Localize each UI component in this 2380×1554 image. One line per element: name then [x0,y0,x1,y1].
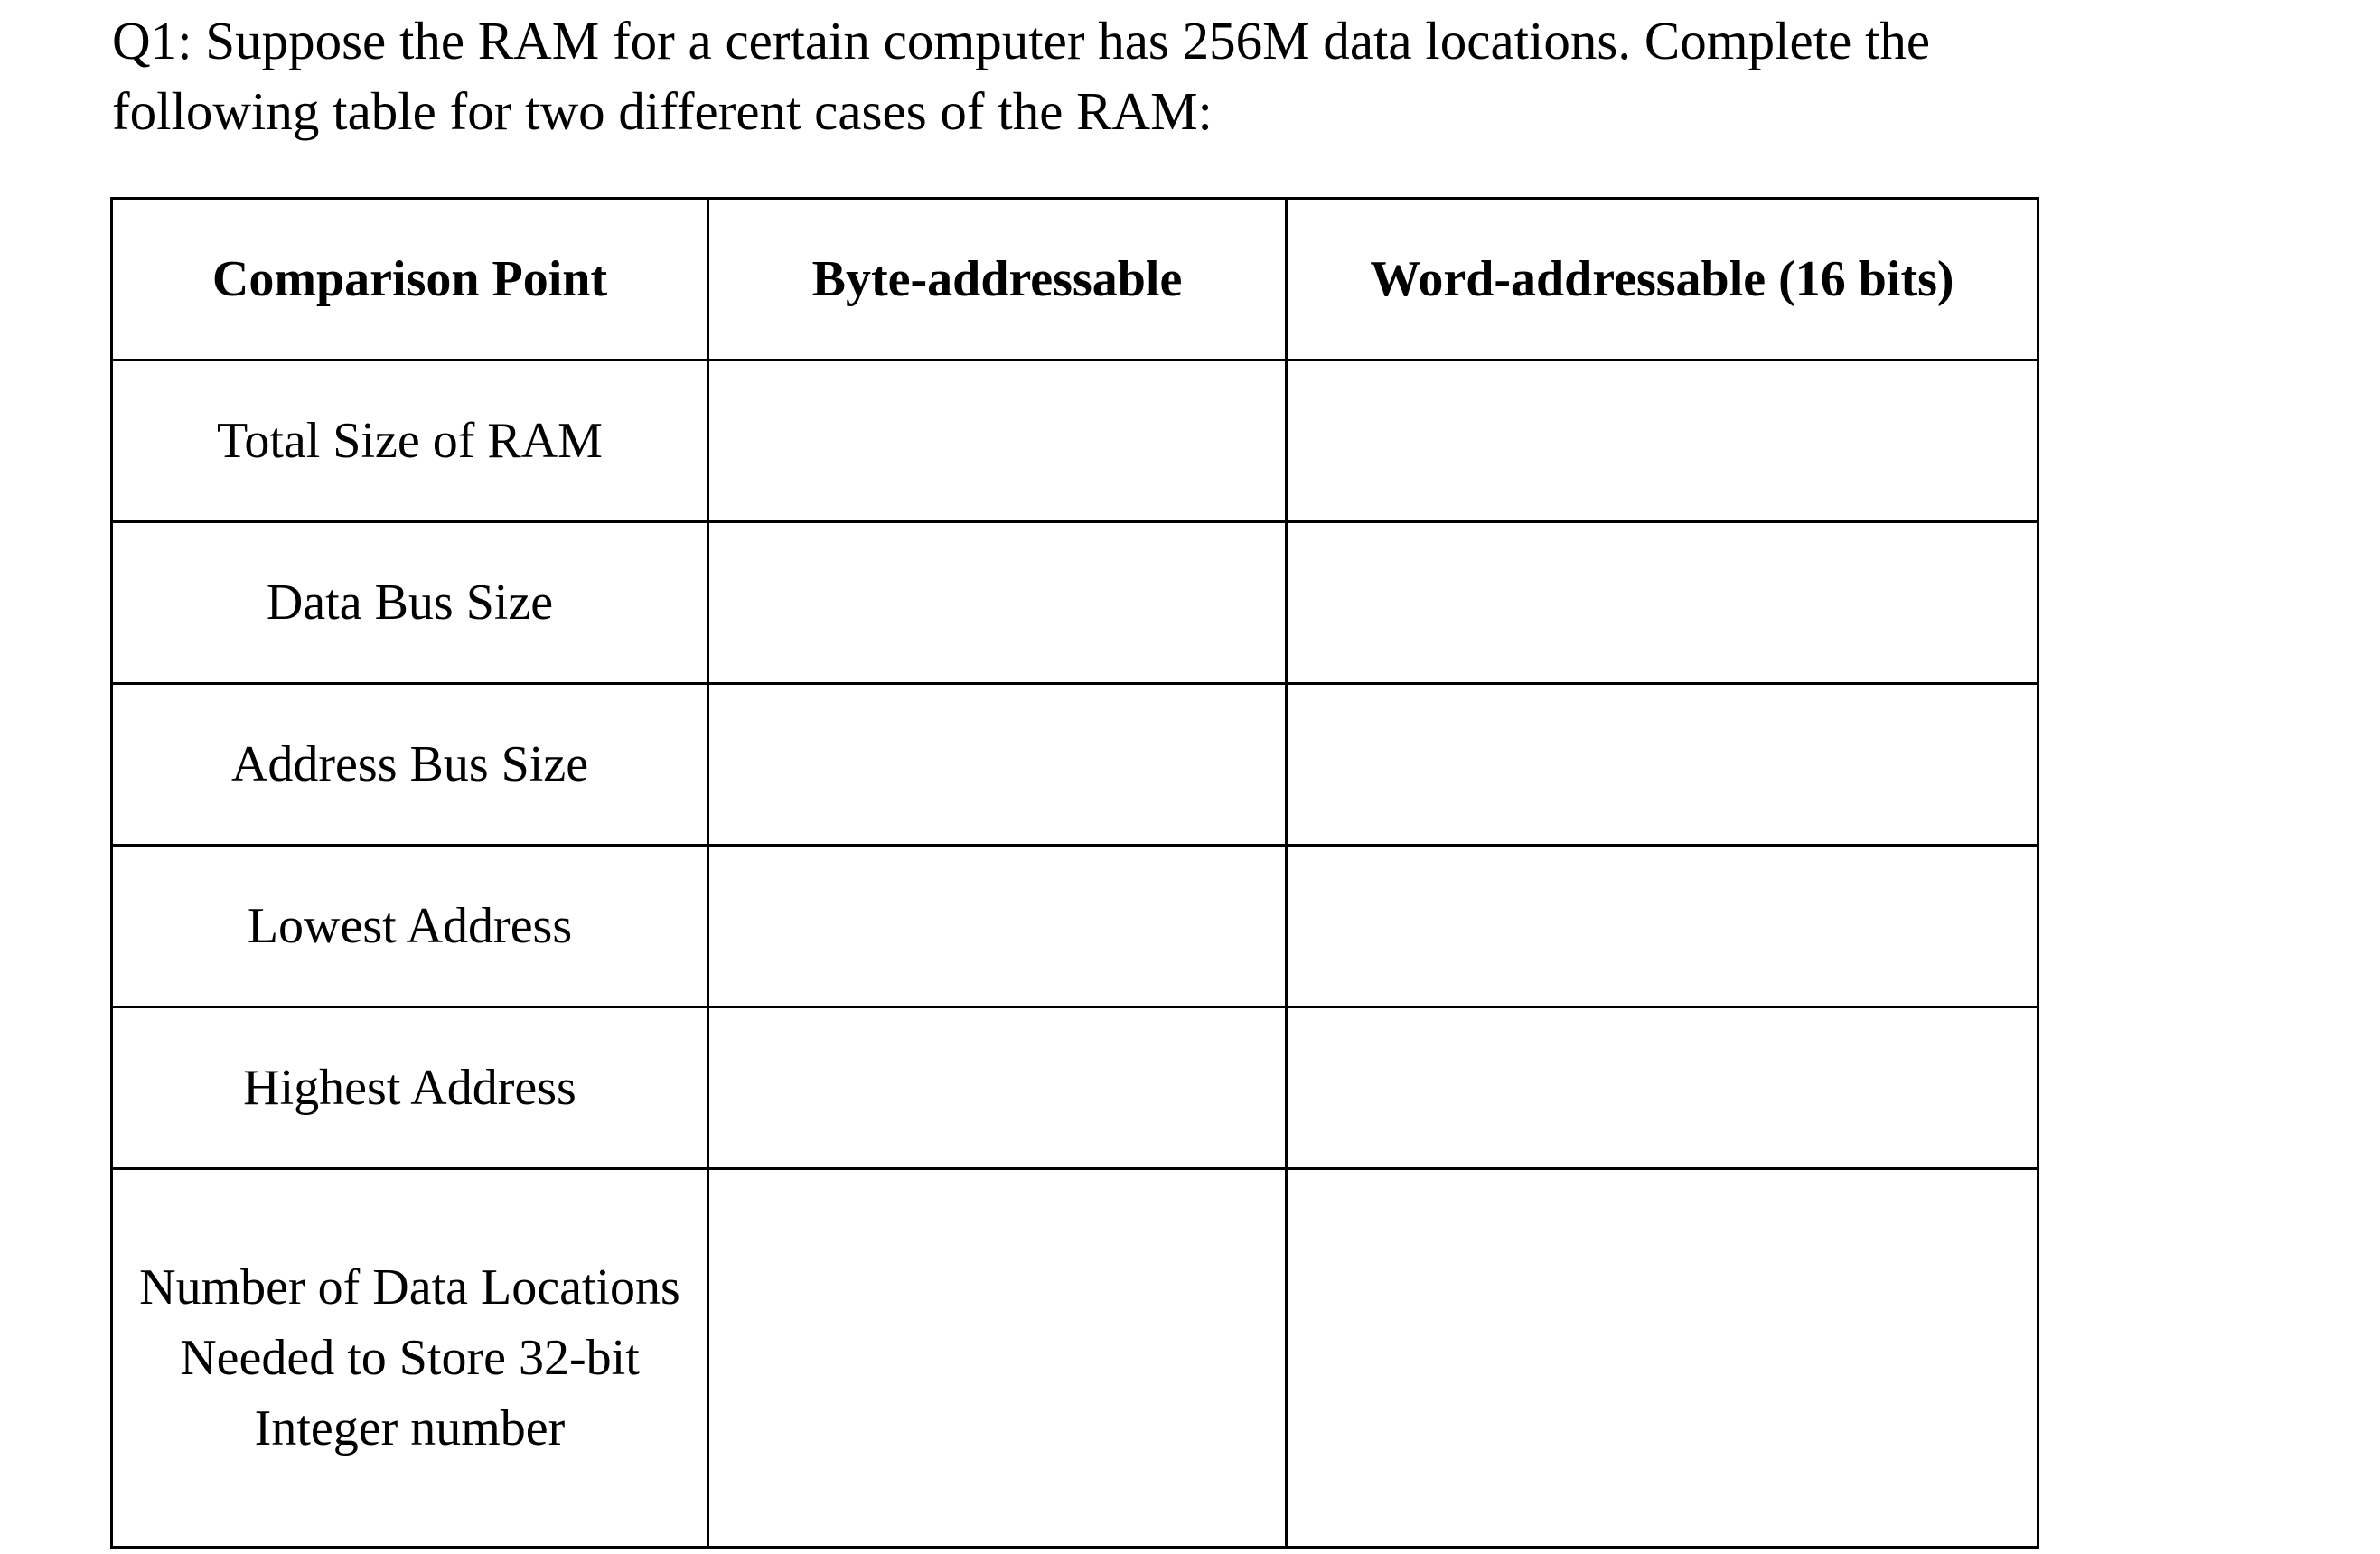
answer-cell-byte[interactable] [708,522,1287,684]
question-text: Q1: Suppose the RAM for a certain computer has 256M data locations. Complete the following table for two different cases of the RAM: [112,11,1931,141]
row-label: Address Bus Size [112,684,708,846]
answer-cell-byte[interactable] [708,360,1287,522]
answer-cell-word[interactable] [1287,1007,2038,1169]
table-row [112,1169,2038,1548]
row-label: Number of Data Locations Needed to Store 32-bit Integer number [112,1169,708,1548]
row-label: Total Size of RAM [112,360,708,522]
answer-cell-word[interactable] [1287,684,2038,846]
table-header-row [112,199,2038,360]
row-label: Lowest Address [112,846,708,1007]
answer-cell-byte[interactable] [708,846,1287,1007]
answer-cell-byte[interactable] [708,1007,1287,1169]
table-row [112,522,2038,684]
header-word-addressable: Word-addressable (16 bits) [1287,199,2038,360]
answer-cell-word[interactable] [1287,1169,2038,1548]
header-comparison-point: Comparison Point [112,199,708,360]
row-label: Data Bus Size [112,522,708,684]
answer-cell-word[interactable] [1287,846,2038,1007]
answer-cell-byte[interactable] [708,684,1287,846]
table-row [112,684,2038,846]
table-row [112,846,2038,1007]
row-label: Highest Address [112,1007,708,1169]
answer-cell-word[interactable] [1287,522,2038,684]
table-row [112,360,2038,522]
header-byte-addressable: Byte-addressable [708,199,1287,360]
answer-cell-word[interactable] [1287,360,2038,522]
answer-cell-byte[interactable] [708,1169,1287,1548]
table-row [112,1007,2038,1169]
comparison-table [110,197,2039,1549]
